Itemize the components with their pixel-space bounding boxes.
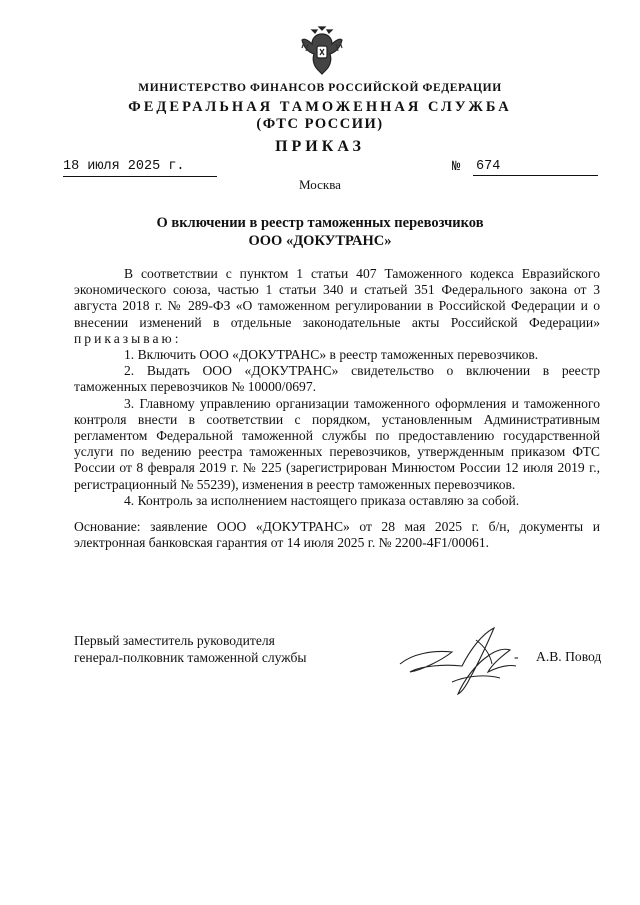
issue-city: Москва xyxy=(299,177,341,192)
title-line-1: О включении в реестр таможенных перевозчиков xyxy=(156,215,484,231)
preamble-paragraph xyxy=(74,266,600,347)
order-date: 18 июля 2025 г. xyxy=(63,159,217,177)
ministry-name: МИНИСТЕРСТВО ФИНАНСОВ РОССИЙСКОЙ ФЕДЕРАЦИИ xyxy=(138,82,502,94)
number-sign: № xyxy=(452,159,461,175)
signature-dash: - xyxy=(514,649,519,664)
signatory-position xyxy=(74,632,307,666)
title-line-2: ООО «ДОКУТРАНС» xyxy=(248,233,392,249)
document-body xyxy=(74,266,600,551)
document-title xyxy=(60,214,580,250)
position-line-2: генерал-полковник таможенной службы xyxy=(74,650,307,665)
order-word: приказываю: xyxy=(74,330,182,346)
handwritten-signature xyxy=(392,620,532,700)
signatory-name: А.В. Повод xyxy=(536,649,602,664)
service-name: ФЕДЕРАЛЬНАЯ ТАМОЖЕННАЯ СЛУЖБА xyxy=(128,99,512,115)
order-item-3: 3. Главному управлению организации таможенного оформления и таможенного контроля внести в соответствии с порядком, установленным Административным регламентом Федеральной таможенной службы по предоставлению государственной услуги по ведению реестра таможенных перевозчиков, утвержденным приказом ФТС России от 8 февраля 2019 г. № 225 (зарегистрирован Минюстом России 12 июля 2019 г., регистрационный № 55239), изменения в реестр таможенных перевозчиков. xyxy=(74,395,600,492)
position-line-1: Первый заместитель руководителя xyxy=(74,633,275,648)
order-item-4: 4. Контроль за исполнением настоящего приказа оставляю за собой. xyxy=(124,492,520,508)
basis-paragraph: Основание: заявление ООО «ДОКУТРАНС» от 28 мая 2025 г. б/н, документы и электронная банковская гарантия от 14 июля 2025 г. № 2200-4F1/00061. xyxy=(74,519,600,551)
preamble-text: В соответствии с пунктом 1 статьи 407 Таможенного кодекса Евразийского экономического союза, частью 1 статьи 340 и статьей 351 Федерального закона от 3 августа 2018 г. № 289-ФЗ «О таможенном регулировании в Российской Федерации и о внесении изменений в отдельные законодательные акты Российской Федерации» xyxy=(74,266,600,330)
service-short-name: (ФТС РОССИИ) xyxy=(256,116,384,132)
order-item-1: 1. Включить ООО «ДОКУТРАНС» в реестр таможенных перевозчиков. xyxy=(124,347,539,363)
order-item-2: 2. Выдать ООО «ДОКУТРАНС» свидетельство о включении в реестр таможенных перевозчиков № 10000/0697. xyxy=(74,363,600,395)
order-number: 674 xyxy=(473,159,598,176)
coat-of-arms-icon xyxy=(300,24,344,76)
document-type: ПРИКАЗ xyxy=(275,138,365,155)
